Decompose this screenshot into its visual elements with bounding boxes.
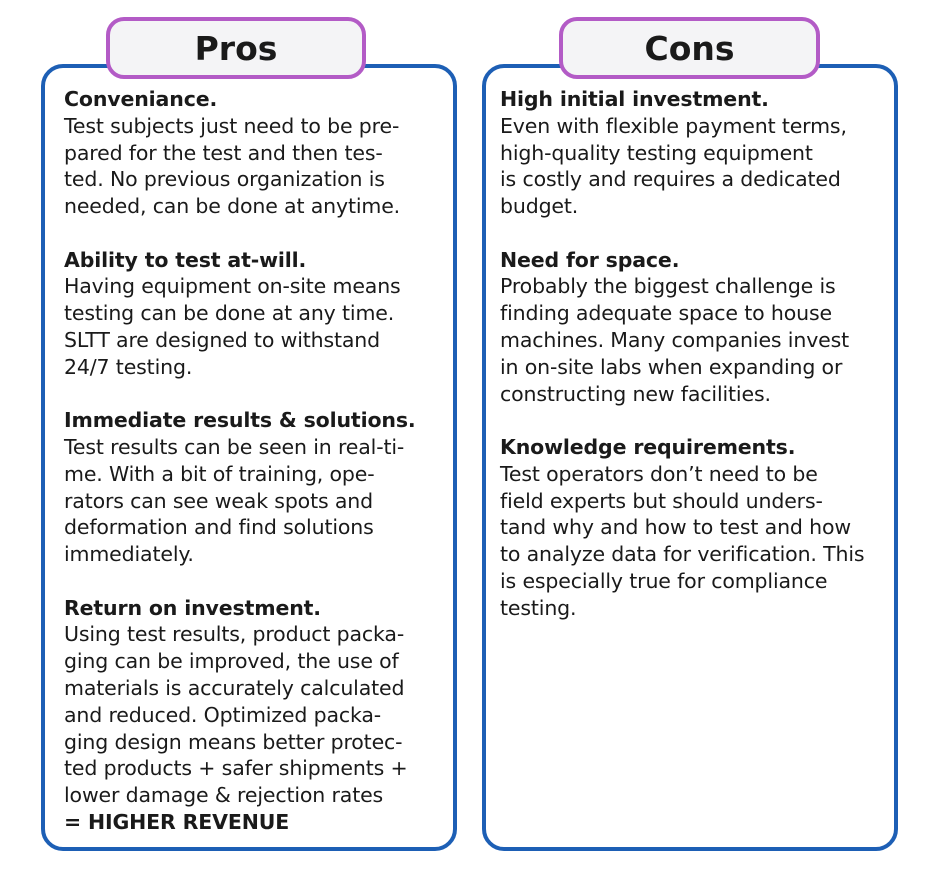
- pros-item-heading: Ability to test at-will.: [64, 247, 307, 272]
- pros-item-text-line: testing can be done at any time.: [64, 301, 395, 326]
- cons-list: [500, 86, 895, 648]
- pros-item-text-line: Using test results, product packa-: [64, 622, 405, 647]
- cons-item-heading: High initial investment.: [500, 87, 769, 111]
- cons-item-text-line: constructing new facilities.: [500, 381, 771, 406]
- pros-item-text-line: deformation and find solutions: [64, 515, 374, 540]
- pros-item-text-line: ted. No previous organization is: [64, 167, 385, 192]
- cons-item-text-line: Probably the biggest challenge is: [500, 274, 836, 299]
- cons-item-text-line: finding adequate space to house: [500, 301, 832, 326]
- cons-item-text-line: field experts but should unders-: [500, 488, 823, 513]
- pros-item-text-line: 24/7 testing.: [64, 354, 193, 379]
- cons-item-text-line: machines. Many companies invest: [500, 327, 850, 352]
- pros-item-text-line: Test results can be seen in real-ti-: [64, 434, 405, 459]
- pros-item-text-line: immediately.: [64, 542, 194, 567]
- pros-item-heading: Conveniance.: [64, 87, 218, 111]
- cons-item-text-line: Test operators don’t need to be: [500, 461, 818, 486]
- pros-item-text-line: lower damage & rejection rates: [64, 783, 384, 808]
- pros-item-text-line: rators can see weak spots and: [64, 488, 373, 513]
- pros-item-heading: Immediate results & solutions.: [64, 408, 416, 433]
- cons-item-text-line: tand why and how to test and how: [500, 515, 851, 540]
- cons-title-tab: [559, 17, 820, 79]
- pros-item-text-line: me. With a bit of training, ope-: [64, 461, 375, 486]
- cons-item-knowledge-requirements: [500, 434, 895, 622]
- cons-item-text-line: in on-site labs when expanding or: [500, 354, 843, 379]
- pros-item-text-line: Test subjects just need to be pre-: [64, 113, 400, 138]
- cons-item-text-line: is especially true for compliance: [500, 568, 828, 593]
- cons-item-need-for-space: [500, 247, 895, 408]
- cons-item-text-line: to analyze data for verification. This: [500, 542, 865, 567]
- cons-item-initial-investment: [500, 86, 895, 220]
- pros-item-test-at-will: [64, 247, 452, 381]
- pros-item-immediate-results: [64, 407, 452, 568]
- pros-item-text-line: needed, can be done at anytime.: [64, 194, 401, 219]
- pros-item-text-line: SLTT are designed to withstand: [64, 327, 381, 352]
- pros-item-text-line: ging design means better protec-: [64, 729, 403, 754]
- pros-item-heading: Return on investment.: [64, 595, 321, 620]
- pros-title-tab: [106, 17, 366, 79]
- cons-item-text-line: high-quality testing equipment: [500, 140, 813, 165]
- pros-item-text-line: ted products + safer shipments +: [64, 756, 408, 781]
- pros-item-text-line: pared for the test and then tes-: [64, 140, 383, 165]
- cons-title: Cons: [644, 28, 735, 68]
- cons-item-text-line: Even with flexible payment terms,: [500, 113, 847, 138]
- pros-item-text-line: ging can be improved, the use of: [64, 649, 399, 674]
- pros-title: Pros: [194, 28, 278, 68]
- cons-item-heading: Knowledge requirements.: [500, 434, 796, 459]
- cons-item-text-line: is costly and requires a dedicated: [500, 167, 841, 192]
- pros-item-emphasis: = HIGHER REVENUE: [64, 809, 290, 834]
- cons-item-text-line: budget.: [500, 194, 579, 219]
- pros-item-text-line: Having equipment on-site means: [64, 274, 401, 299]
- pros-item-convenience: [64, 86, 452, 220]
- pros-item-text-line: materials is accurately calculated: [64, 675, 405, 700]
- pros-item-return-on-investment: [64, 595, 452, 836]
- pros-list: [64, 86, 452, 862]
- cons-item-text-line: testing.: [500, 595, 577, 620]
- pros-item-text-line: and reduced. Optimized packa-: [64, 702, 382, 727]
- cons-item-heading: Need for space.: [500, 247, 680, 272]
